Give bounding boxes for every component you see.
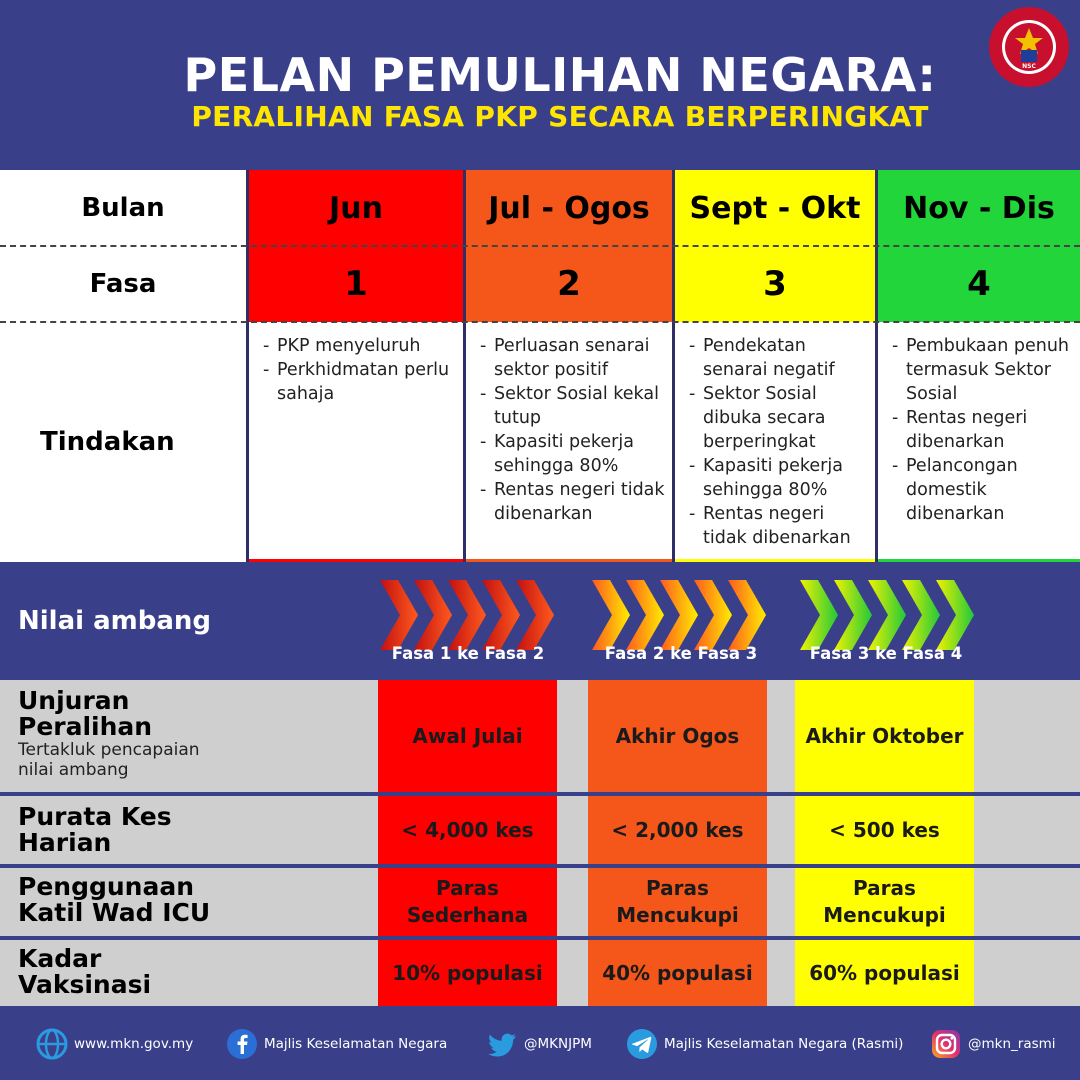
metric-value: Akhir Ogos bbox=[615, 723, 740, 748]
action-item: - Kapasiti pekerja sehingga 80% bbox=[685, 454, 869, 502]
facebook-icon bbox=[226, 1028, 258, 1060]
action-item: - Sektor Sosial dibuka secara berperingkat bbox=[685, 382, 869, 454]
metric-value: Akhir Oktober bbox=[805, 723, 964, 748]
action-item: - Perluasan senarai sektor positif bbox=[476, 334, 666, 382]
metric-value: 10% populasi bbox=[392, 960, 543, 985]
phase-number: 4 bbox=[878, 246, 1080, 322]
metric-value: 60% populasi bbox=[809, 960, 960, 985]
row-divider bbox=[0, 245, 1080, 247]
month-cell: Jun bbox=[249, 170, 463, 246]
website-text: www.mkn.gov.my bbox=[74, 1036, 194, 1052]
phase-column-4 bbox=[878, 170, 1080, 562]
row-label-action: Tindakan bbox=[40, 427, 175, 457]
action-cell bbox=[466, 322, 672, 562]
metric-value: Paras Sederhana bbox=[406, 876, 529, 927]
instagram-text: @mkn_rasmi bbox=[968, 1036, 1056, 1052]
page-subtitle: PERALIHAN FASA PKP SECARA BERPERINGKAT bbox=[191, 100, 929, 133]
globe-icon bbox=[36, 1028, 68, 1060]
metric-label-vaccination: Kadar Vaksinasi bbox=[18, 944, 152, 999]
logo-badge-text: NSC bbox=[1022, 63, 1036, 70]
phase-column-1 bbox=[249, 170, 463, 562]
action-item: - Kapasiti pekerja sehingga 80% bbox=[476, 430, 666, 478]
action-item: - Pendekatan senarai negatif bbox=[685, 334, 869, 382]
action-item: - Sektor Sosial kekal tutup bbox=[476, 382, 666, 430]
metric-label-daily-cases: Purata Kes Harian bbox=[18, 802, 172, 857]
action-item: - Pembukaan penuh termasuk Sektor Sosial bbox=[888, 334, 1074, 406]
telegram-text: Majlis Keselamatan Negara (Rasmi) bbox=[664, 1036, 904, 1052]
row-divider bbox=[0, 936, 1080, 940]
action-item: - Perkhidmatan perlu sahaja bbox=[259, 358, 457, 406]
action-cell bbox=[675, 322, 875, 562]
column-divider bbox=[463, 170, 466, 562]
month-cell: Nov - Dis bbox=[878, 170, 1080, 246]
chevron-arrows-icon bbox=[380, 580, 560, 650]
column-divider bbox=[672, 170, 675, 562]
phase-number: 2 bbox=[466, 246, 672, 322]
facebook-text: Majlis Keselamatan Negara bbox=[264, 1036, 448, 1052]
threshold-label: Nilai ambang bbox=[18, 606, 212, 636]
month-cell: Sept - Okt bbox=[675, 170, 875, 246]
phase-number: 1 bbox=[249, 246, 463, 322]
metric-value: 40% populasi bbox=[602, 960, 753, 985]
twitter-text: @MKNJPM bbox=[524, 1036, 592, 1052]
row-divider bbox=[0, 864, 1080, 868]
action-cell bbox=[878, 322, 1080, 562]
header bbox=[0, 0, 1080, 170]
twitter-icon bbox=[486, 1028, 518, 1060]
footer bbox=[0, 1006, 1080, 1080]
row-divider bbox=[0, 792, 1080, 796]
action-item: - Pelancongan domestik dibenarkan bbox=[888, 454, 1074, 526]
metrics-table bbox=[0, 680, 1080, 1006]
footer-facebook[interactable] bbox=[226, 1028, 447, 1060]
month-cell: Jul - Ogos bbox=[466, 170, 672, 246]
metric-value: Paras Mencukupi bbox=[616, 876, 739, 927]
phase-table bbox=[0, 170, 1080, 562]
instagram-icon bbox=[930, 1028, 962, 1060]
action-cell bbox=[249, 322, 463, 562]
metric-column-1 bbox=[378, 680, 557, 1006]
metric-value: < 4,000 kes bbox=[401, 817, 534, 842]
transition-label: Fasa 3 ke Fasa 4 bbox=[809, 644, 963, 663]
action-item: - Rentas negeri dibenarkan bbox=[888, 406, 1074, 454]
metric-value: Paras Mencukupi bbox=[823, 876, 946, 927]
phase-column-3 bbox=[675, 170, 875, 562]
metric-label-projection bbox=[18, 688, 238, 780]
action-item: - Rentas negeri tidak dibenarkan bbox=[685, 502, 869, 550]
threshold-band bbox=[0, 562, 1080, 680]
telegram-icon bbox=[626, 1028, 658, 1060]
metric-label-note: Tertakluk pencapaian nilai ambang bbox=[18, 740, 200, 780]
transition-label: Fasa 1 ke Fasa 2 bbox=[391, 644, 545, 663]
chevron-arrows-icon bbox=[800, 580, 980, 650]
row-label-month: Bulan bbox=[81, 193, 165, 223]
action-item: - PKP menyeluruh bbox=[259, 334, 457, 358]
transition-label: Fasa 2 ke Fasa 3 bbox=[604, 644, 758, 663]
action-item: - Rentas negeri tidak dibenarkan bbox=[476, 478, 666, 526]
nsc-logo-icon bbox=[988, 6, 1070, 88]
metric-label-icu: Penggunaan Katil Wad ICU bbox=[18, 872, 211, 927]
column-divider bbox=[246, 170, 249, 562]
phase-number: 3 bbox=[675, 246, 875, 322]
metric-column-3 bbox=[795, 680, 974, 1006]
footer-telegram[interactable] bbox=[626, 1028, 903, 1060]
metric-column-2 bbox=[588, 680, 767, 1006]
chevron-arrows-icon bbox=[592, 580, 772, 650]
metric-value: < 500 kes bbox=[829, 817, 940, 842]
row-divider bbox=[0, 321, 1080, 323]
phase-column-2 bbox=[466, 170, 672, 562]
metric-value: < 2,000 kes bbox=[611, 817, 744, 842]
column-divider bbox=[875, 170, 878, 562]
metric-label-text: Unjuran Peralihan bbox=[18, 686, 153, 741]
footer-instagram[interactable] bbox=[930, 1028, 1056, 1060]
page-title: PELAN PEMULIHAN NEGARA: bbox=[183, 48, 937, 102]
footer-twitter[interactable] bbox=[486, 1028, 592, 1060]
row-label-phase: Fasa bbox=[89, 269, 157, 299]
footer-website[interactable] bbox=[36, 1028, 193, 1060]
metric-value: Awal Julai bbox=[412, 723, 523, 748]
